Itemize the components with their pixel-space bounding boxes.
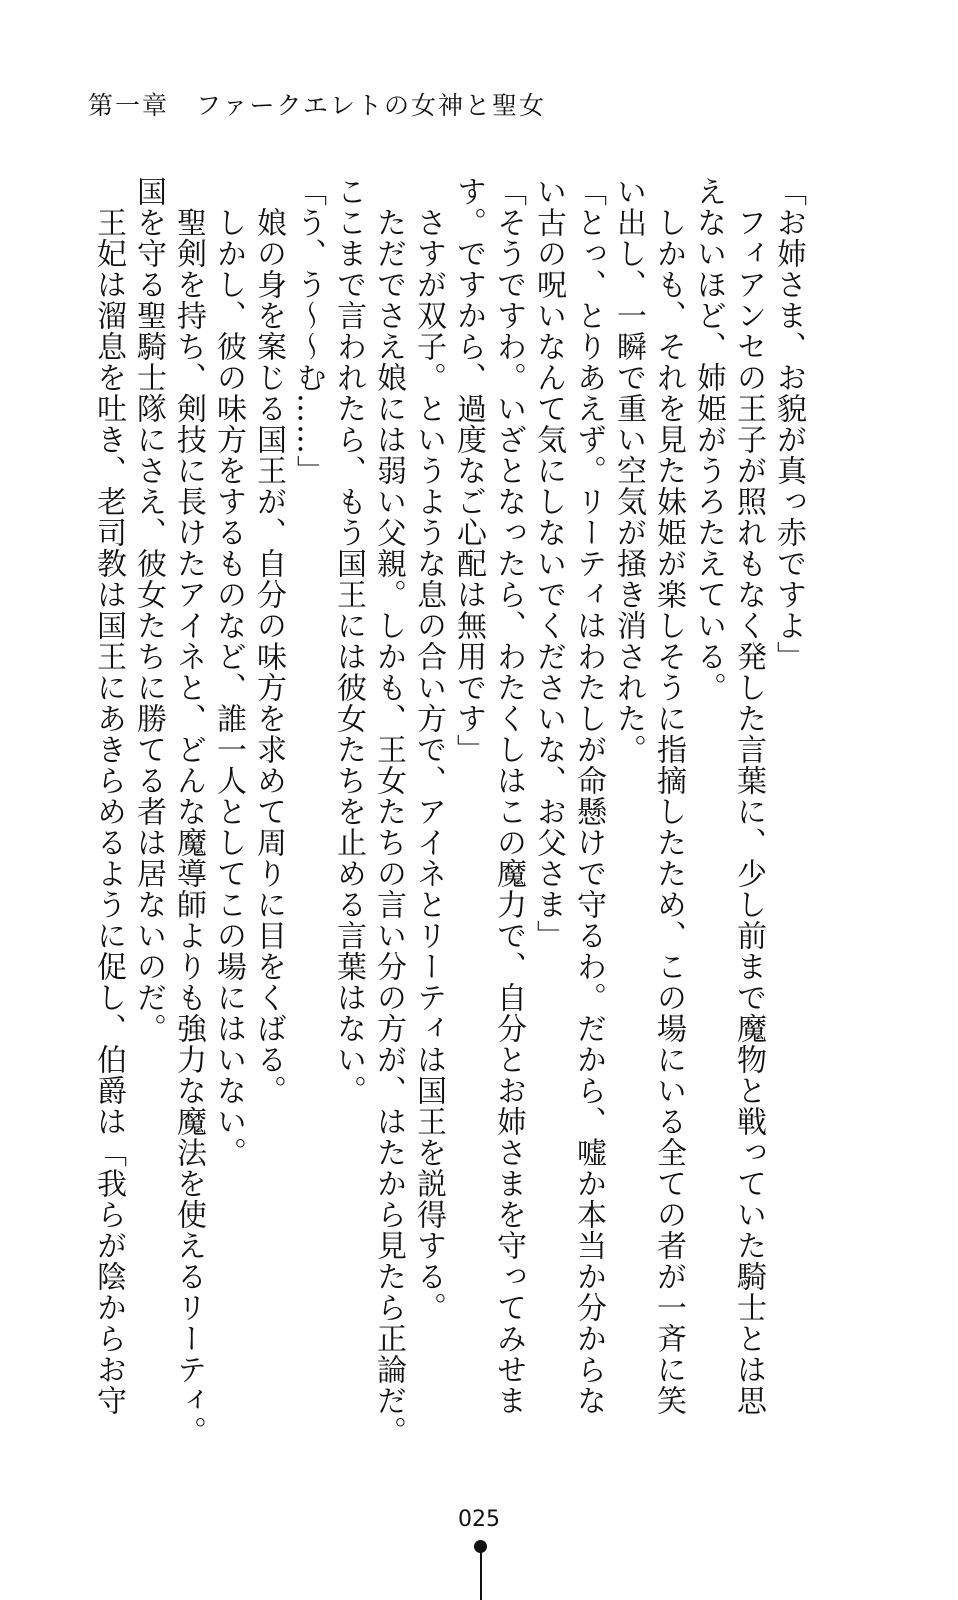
folio-line xyxy=(480,1550,482,1600)
text-column: ただでさえ娘には弱い父親。しかも、王女たちの言い分の方が、はたから見たら正論だ。 xyxy=(371,176,406,1447)
text-column: えないほど、姉姫がうろたえている。 xyxy=(691,176,726,703)
text-column: 聖剣を持ち、剣技に長けたアイネと、どんな魔導師よりも強力な魔法を使えるリーティ。 xyxy=(171,176,206,1447)
text-column: い出し、一瞬で重い空気が掻き消された。 xyxy=(611,176,646,765)
folio-marker-icon xyxy=(474,1540,488,1600)
running-header: 第一章 ファークエレトの女神と聖女 xyxy=(88,91,547,120)
text-column: フィアンセの王子が照れもなく発した言葉に、少し前まで魔物と戦っていた騎士とは思 xyxy=(731,176,766,1416)
body-text xyxy=(88,176,808,1447)
text-column: 娘の身を案じる国王が、自分の味方を求めて周りに目をくばる。 xyxy=(251,176,286,1106)
text-column: ここまで言われたら、もう国王には彼女たちを止める言葉はない。 xyxy=(331,176,366,1106)
text-column: しかし、彼の味方をするものなど、誰一人としてこの場にはいない。 xyxy=(211,176,246,1168)
text-column: す。ですから、過度なご心配は無用です」 xyxy=(451,176,486,765)
text-column: い古の呪いなんて気にしないでくださいな、お父さま」 xyxy=(531,176,566,951)
text-column: 「とっ、とりあえず。リーティはわたしが命懸けで守るわ。だから、嘘か本当か分からな xyxy=(571,176,606,1416)
text-column: しかも、それを見た妹姫が楽しそうに指摘したため、この場にいる全ての者が一斉に笑 xyxy=(651,176,686,1416)
text-column: 「お姉さま、お貌が真っ赤ですよ」 xyxy=(771,176,806,672)
text-column: 国を守る聖騎士隊にさえ、彼女たちに勝てる者は居ないのだ。 xyxy=(131,176,166,1044)
page-number: 025 xyxy=(458,1507,500,1532)
text-column: 「そうですわ。いざとなったら、わたくしはこの魔力で、自分とお姉さまを守ってみせま xyxy=(491,176,526,1416)
text-column: さすが双子。というような息の合い方で、アイネとリーティは国王を説得する。 xyxy=(411,176,446,1323)
text-column: 「う、う～～む……」 xyxy=(291,176,326,486)
text-column: 王妃は溜息を吐き、老司教は国王にあきらめるように促し、伯爵は「我らが陰からお守 xyxy=(91,176,126,1416)
